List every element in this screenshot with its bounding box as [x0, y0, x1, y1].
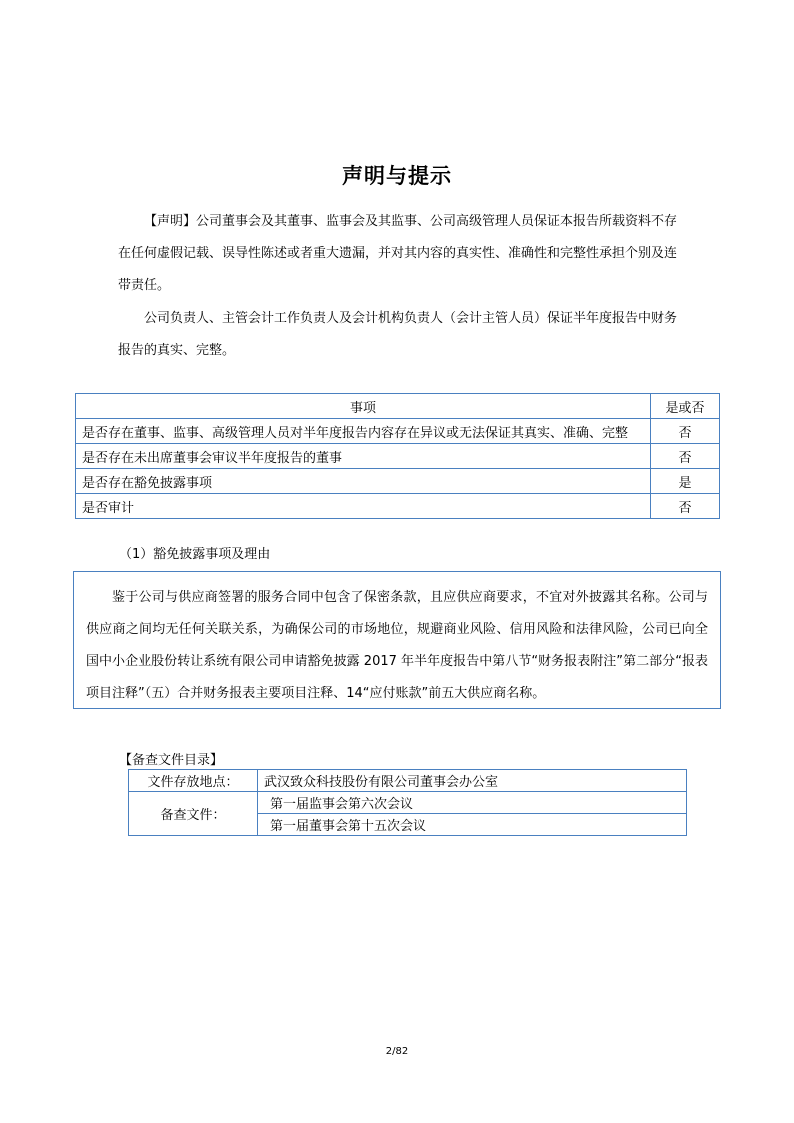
- table-row: [76, 419, 720, 444]
- document-item: 第一届监事会第六次会议: [258, 792, 687, 814]
- document-item: 第一届董事会第十五次会议: [258, 814, 687, 836]
- row-item: 是否存在豁免披露事项: [76, 469, 651, 494]
- row-item: 是否审计: [76, 494, 651, 519]
- table-row: [76, 469, 720, 494]
- row-item: 是否存在董事、监事、高级管理人员对半年度报告内容存在异议或无法保证其真实、准确、完整: [76, 419, 651, 444]
- row-answer: 是: [651, 469, 720, 494]
- table-row: [129, 792, 687, 814]
- header-answer: 是或否: [651, 394, 720, 419]
- table-row: [76, 494, 720, 519]
- table-row: [76, 444, 720, 469]
- responsibility-paragraph: 公司负责人、主管会计工作负责人及会计机构负责人（会计主管人员）保证半年度报告中财务报告的真实、完整。: [118, 311, 678, 358]
- table-row: [129, 770, 687, 792]
- archive-heading: 【备查文件目录】: [119, 753, 224, 768]
- table-header-row: [76, 394, 720, 419]
- exemption-text-box: 鉴于公司与供应商签署的服务合同中包含了保密条款，且应供应商要求，不宜对外披露其名称。公司与供应商之间均无任何关联关系，为确保公司的市场地位，规避商业风险、信用风险和法律风险，公司已向全国中小企业股份转让系统有限公司申请豁免披露 2017 年半年度报告中第八节“财务报表附注”第二部分“报表项目注释”（五）合并财务报表主要项目注释、14“应付账款”前五大供应商名称。: [73, 571, 721, 709]
- row-item: 是否存在未出席董事会审议半年度报告的董事: [76, 444, 651, 469]
- location-label: 文件存放地点：: [129, 770, 258, 792]
- archive-table: [128, 769, 687, 836]
- declaration-text: 公司董事会及其董事、监事会及其监事、公司高级管理人员保证本报告所载资料不存在任何虚假记载、误导性陈述或者重大遗漏，并对其内容的真实性、准确性和完整性承担个别及连带责任。: [118, 214, 678, 293]
- declaration-label: 【声明】: [144, 214, 197, 229]
- page-number: 2/82: [385, 1046, 409, 1057]
- location-value: 武汉致众科技股份有限公司董事会办公室: [258, 770, 687, 792]
- documents-label: 备查文件：: [129, 792, 258, 836]
- page-title: 声明与提示: [342, 164, 452, 188]
- row-answer: 否: [651, 419, 720, 444]
- header-item: 事项: [76, 394, 651, 419]
- row-answer: 否: [651, 494, 720, 519]
- row-answer: 否: [651, 444, 720, 469]
- matters-table: [75, 393, 720, 519]
- declaration-paragraph: [118, 206, 683, 302]
- exemption-heading: （1）豁免披露事项及理由: [119, 547, 271, 562]
